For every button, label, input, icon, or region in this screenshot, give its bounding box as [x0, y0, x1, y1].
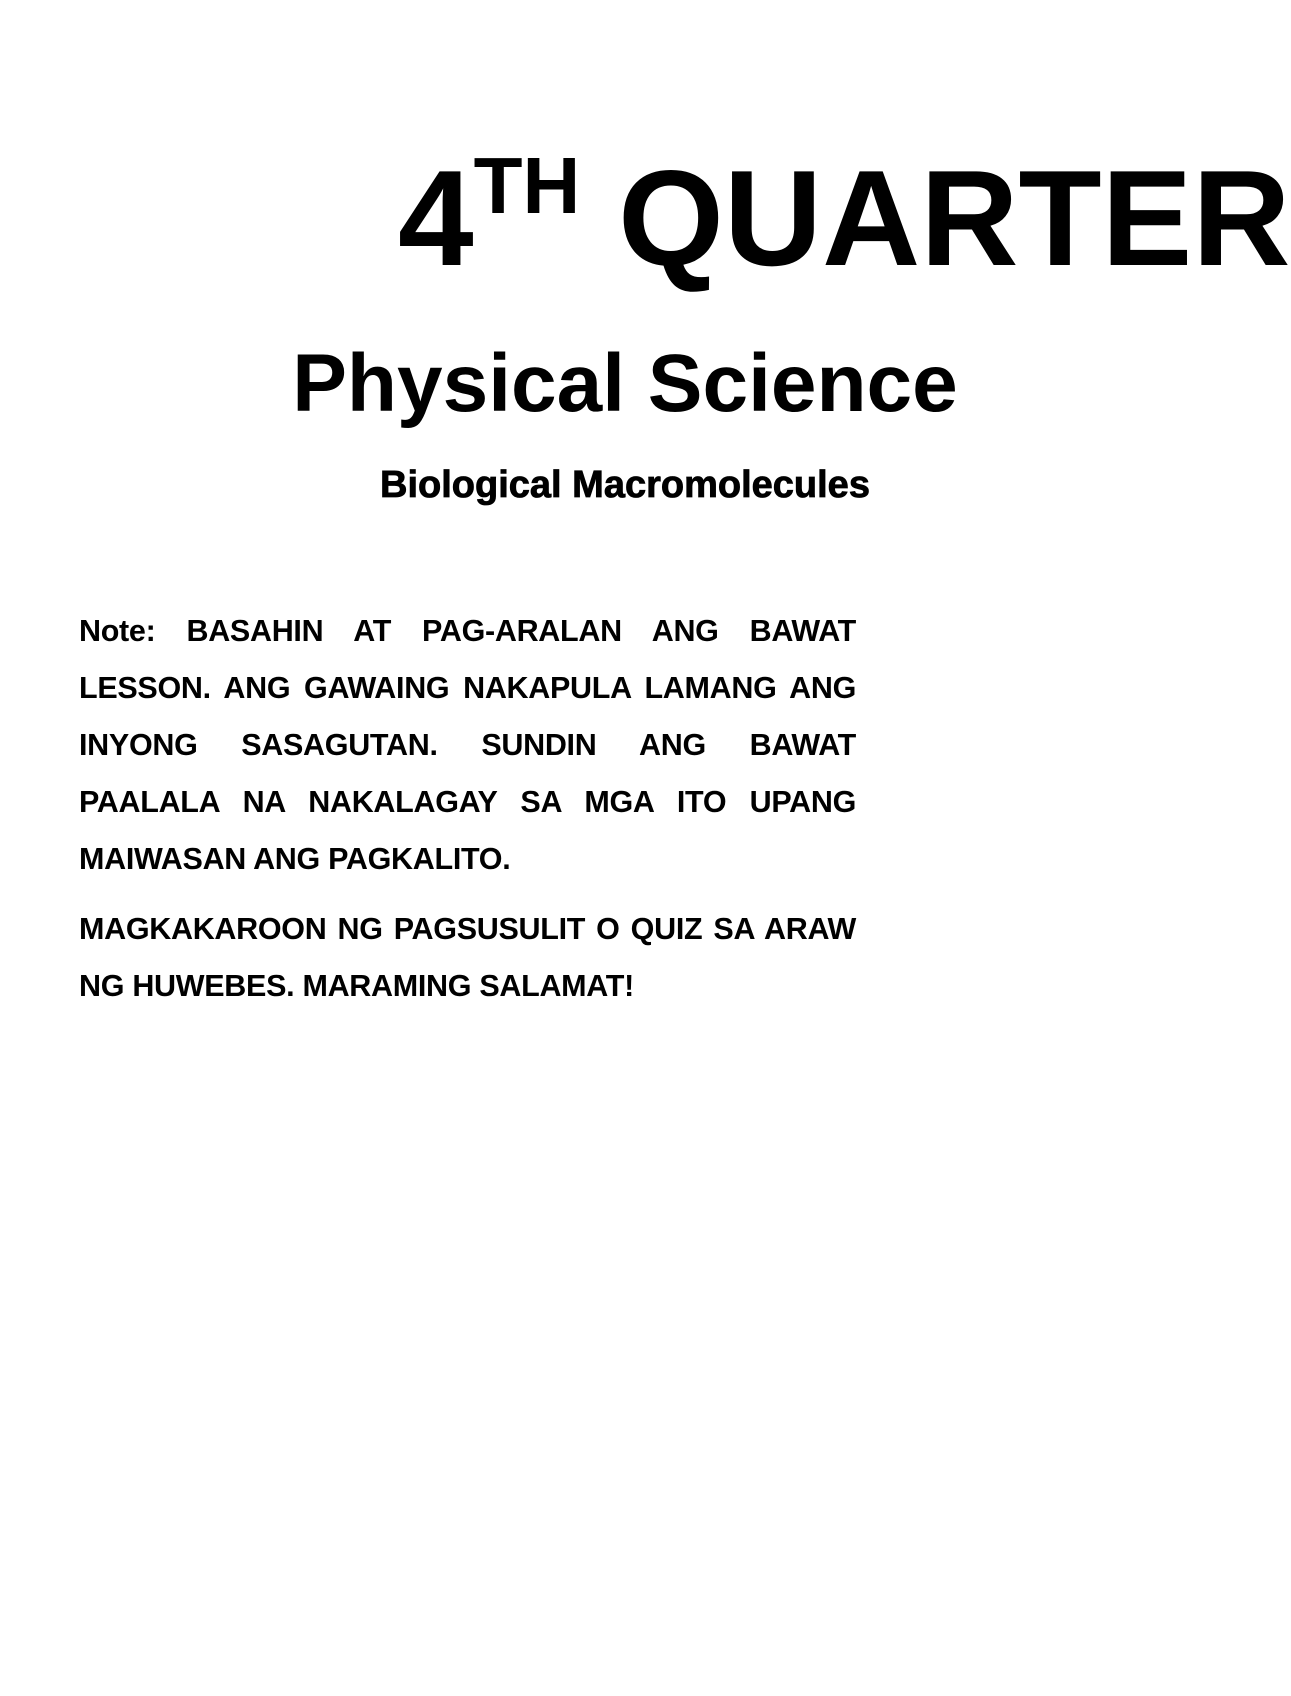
subject-title: Physical Science	[292, 338, 958, 429]
quarter-number: 4	[398, 142, 474, 294]
topic-title: Biological Macromolecules	[380, 464, 870, 506]
quiz-paragraph: MAGKAKAROON NG PAGSUSULIT O QUIZ SA ARAW NG HUWEBES. MARAMING SALAMAT!	[79, 912, 856, 1003]
quarter-word: QUARTER	[618, 142, 1291, 294]
note-paragraph: Note: BASAHIN AT PAG-ARALAN ANG BAWAT LESSON. ANG GAWAING NAKAPULA LAMANG ANG INYONG SASAGUTAN. SUNDIN ANG BAWAT PAALALA NA NAKALAGAY SA MGA ITO UPANG MAIWASAN ANG PAGKALITO.	[79, 614, 856, 876]
quarter-title	[398, 118, 1291, 318]
quarter-suffix: TH	[473, 141, 581, 230]
note-block	[79, 603, 856, 1028]
